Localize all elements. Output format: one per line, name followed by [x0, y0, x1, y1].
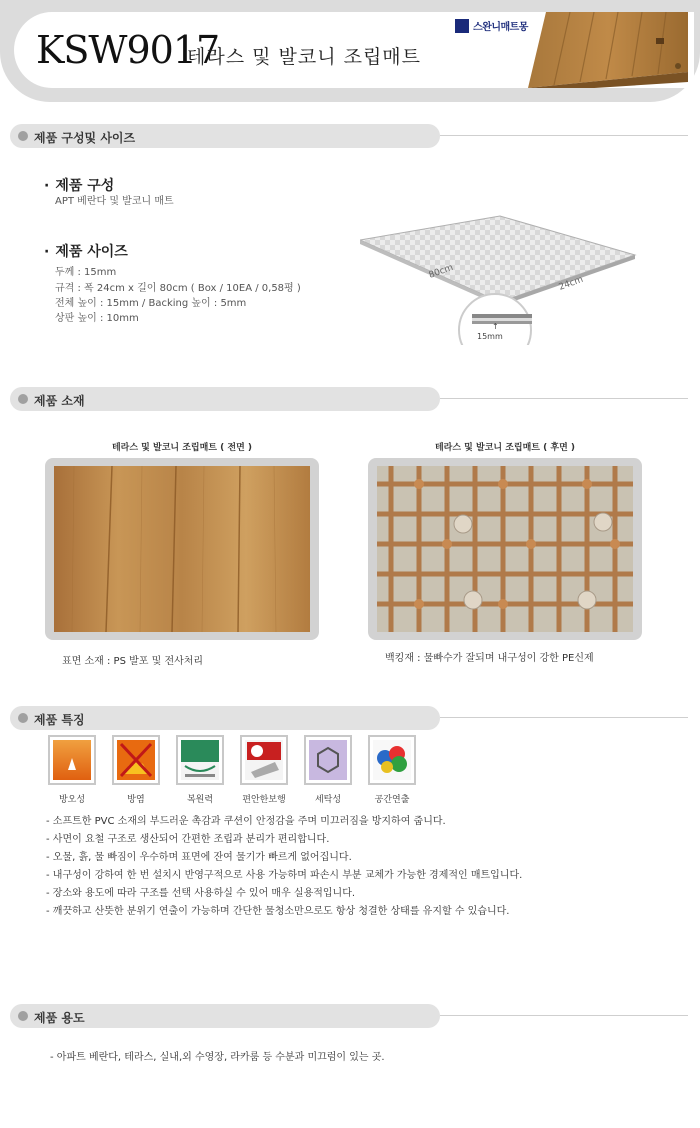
divider [440, 398, 688, 399]
space-design-icon [368, 735, 416, 785]
size-line: 상판 높이 : 10mm [55, 313, 139, 324]
brand-mark-icon [455, 19, 469, 33]
section-header-material [10, 387, 440, 411]
restoration-icon [176, 735, 224, 785]
divider [440, 717, 688, 718]
front-caption: 테라스 및 발코니 조립매트 ( 전면 ) [111, 443, 253, 453]
front-photo-frame [45, 458, 319, 640]
bullet-dot-icon [18, 1011, 28, 1021]
feature-label: 공간연출 [374, 795, 410, 805]
composition-text: APT 베란다 및 발코니 매트 [55, 196, 174, 207]
washable-icon [304, 735, 352, 785]
back-material-desc: 백킹재 : 물빠수가 잘되며 내구성이 강한 PE신제 [385, 653, 594, 664]
section-header-features [10, 706, 440, 730]
section-header-spec [10, 124, 440, 148]
composition-heading: · 제품 구성 [44, 175, 114, 195]
back-caption: 테라스 및 발코니 조립매트 ( 후면 ) [434, 443, 576, 453]
svg-text:↑: ↑ [492, 322, 499, 331]
front-material-desc: 표면 소재 : PS 발포 및 전사처리 [62, 656, 204, 667]
feature-label: 방오성 [58, 795, 86, 805]
section-header-usage [10, 1004, 440, 1028]
section-title: 제품 구성및 사이즈 [34, 131, 136, 145]
bullet-dot-icon [18, 131, 28, 141]
feature-item: - 소프트한 PVC 소재의 부드러운 촉감과 쿠션이 안정감을 주며 미끄러짐을 방지하여 줍니다. [46, 816, 446, 827]
dim-height: 15mm [477, 332, 503, 341]
deck-tile-image [528, 12, 688, 88]
size-line: 두께 : 15mm [55, 267, 117, 278]
feature-label: 세탁성 [314, 795, 342, 805]
dim-length: 80cm [427, 262, 455, 281]
feature-label: 편안한보행 [242, 795, 286, 805]
brand-logo [455, 18, 528, 33]
product-name: 테라스 및 발코니 조립매트 [187, 46, 422, 68]
feature-item: - 오물, 흙, 물 빠짐이 우수하며 표면에 잔여 물기가 빠르게 없어집니다. [46, 852, 352, 863]
section-title: 제품 특징 [34, 713, 85, 727]
walking-comfort-icon [240, 735, 288, 785]
section-title: 제품 소재 [34, 394, 85, 408]
feature-item: - 사면이 요철 구조로 생산되어 간편한 조립과 분리가 편리합니다. [46, 834, 330, 845]
usage-text: - 아파트 베란다, 테라스, 실내,외 수영장, 라카룸 등 수분과 미끄럼이 있는 곳. [50, 1052, 385, 1063]
back-surface-image [377, 466, 633, 632]
front-surface-image [54, 466, 310, 632]
feature-item: - 내구성이 강하여 한 번 설치시 반영구적으로 사용 가능하며 파손시 부분 교체가 가능한 경제적인 매트입니다. [46, 870, 523, 881]
feature-item: - 깨끗하고 산뜻한 분위기 연출이 가능하며 간단한 물청소만으로도 항상 청결한 상태를 유지할 수 있습니다. [46, 906, 510, 917]
feature-label: 방염 [127, 795, 145, 805]
feature-item: - 장소와 용도에 따라 구조를 선택 사용하실 수 있어 매우 실용적입니다. [46, 888, 356, 899]
mat-dimension-diagram [360, 210, 640, 345]
bullet-dot-icon [18, 713, 28, 723]
bullet-dot-icon [18, 394, 28, 404]
size-heading: · 제품 사이즈 [44, 241, 128, 261]
section-title: 제품 용도 [34, 1011, 85, 1025]
dim-width: 24cm [557, 274, 585, 293]
fire-resistant-icon [48, 735, 96, 785]
back-photo-frame [368, 458, 642, 640]
size-line: 규격 : 폭 24cm x 길이 80cm ( Box / 10EA / 0,58평 ) [55, 283, 301, 294]
divider [440, 135, 688, 136]
size-line: 전체 높이 : 15mm / Backing 높이 : 5mm [55, 298, 247, 309]
model-number: KSW9017 [36, 28, 220, 72]
brand-name: 스완니매트몽 [473, 22, 528, 33]
flame-retardant-icon [112, 735, 160, 785]
feature-label: 복원력 [186, 795, 214, 805]
divider [440, 1015, 688, 1016]
